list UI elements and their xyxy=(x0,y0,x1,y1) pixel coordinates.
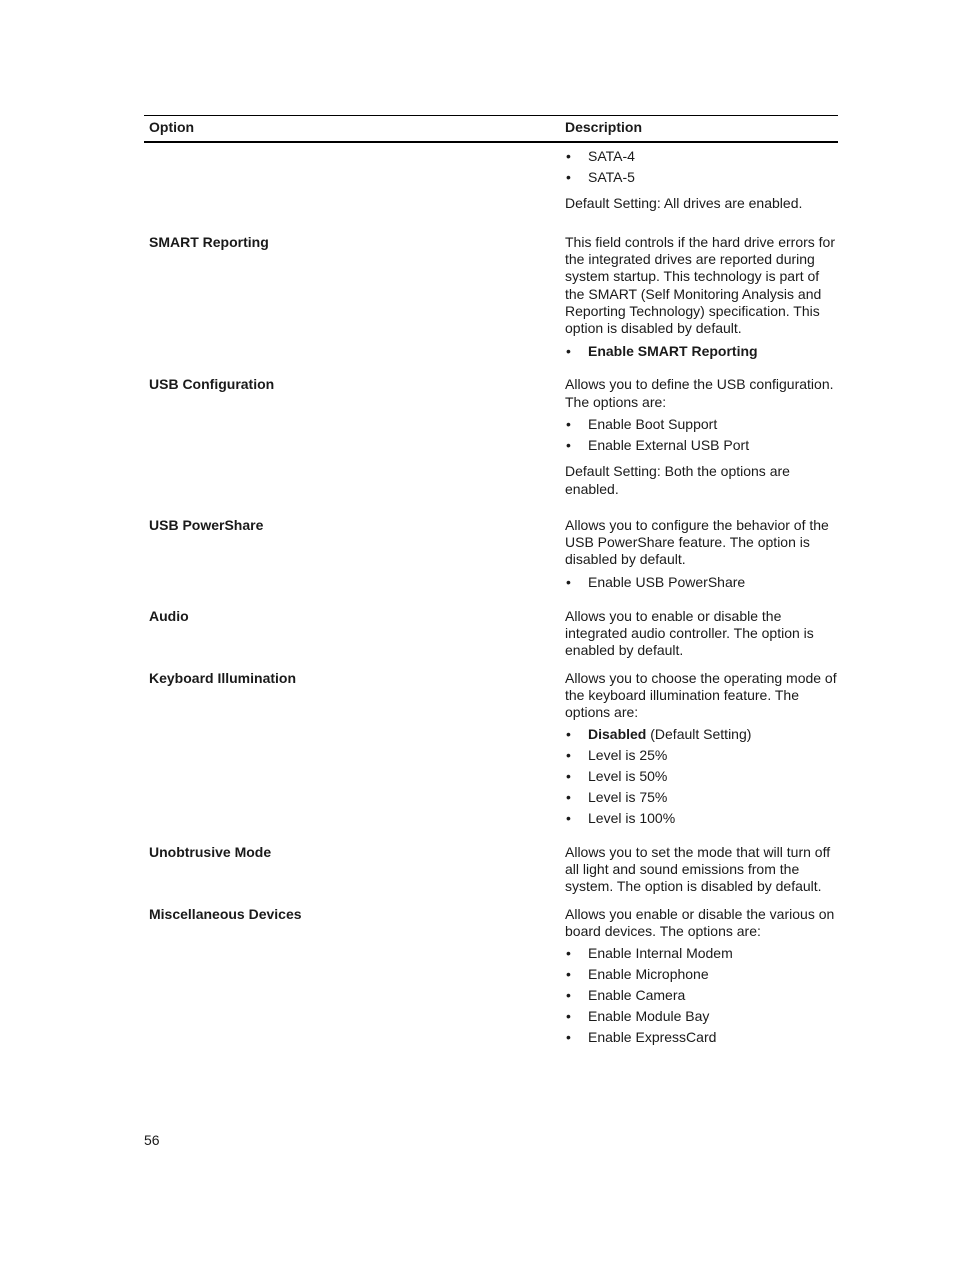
bullet-list xyxy=(565,574,838,591)
list-item: • Enable External USB Port xyxy=(565,437,838,454)
table-row xyxy=(144,844,838,896)
list-item: • Enable ExpressCard xyxy=(565,1029,838,1046)
list-item: • SATA-5 xyxy=(565,169,838,186)
bullet-list xyxy=(565,148,838,186)
default-setting-text: Default Setting: All drives are enabled. xyxy=(565,195,803,212)
option-label: USB Configuration xyxy=(149,376,275,393)
list-item: • SATA-4 xyxy=(565,148,838,165)
table-row xyxy=(144,670,838,831)
table-row xyxy=(144,376,838,497)
table-row xyxy=(144,608,838,660)
option-label: USB PowerShare xyxy=(149,516,264,533)
header-option: Option xyxy=(149,119,195,135)
table-row-continuation xyxy=(144,148,838,212)
bullet-list xyxy=(565,343,838,360)
page-number: 56 xyxy=(144,1132,160,1148)
option-label: Miscellaneous Devices xyxy=(149,905,302,922)
options-table xyxy=(144,115,838,1050)
list-item: • Enable USB PowerShare xyxy=(565,574,838,591)
option-label: Keyboard Illumination xyxy=(149,669,297,686)
list-item: • Enable Internal Modem xyxy=(565,945,838,962)
option-description: Allows you to enable or disable the integrated audio controller. The option is enabled by default. xyxy=(565,607,814,659)
list-item: • Disabled (Default Setting) xyxy=(565,726,838,743)
option-description: This field controls if the hard drive errors for the integrated drives are reported during system startup. This technology is part of the SMART (Self Monitoring Analysis and Reporting Technology) specification. This option is disabled by default. xyxy=(565,233,835,337)
option-description: Allows you enable or disable the various on board devices. The options are: xyxy=(565,905,835,940)
option-description: Allows you to choose the operating mode of the keyboard illumination feature. The options are: xyxy=(565,669,837,721)
list-item: • Level is 75% xyxy=(565,789,838,806)
header-description: Description xyxy=(565,119,643,135)
list-item: • Enable Microphone xyxy=(565,966,838,983)
option-description: Allows you to set the mode that will turn off all light and sound emissions from the system. The option is disabled by default. xyxy=(565,843,831,895)
list-item: • Level is 25% xyxy=(565,747,838,764)
list-item: • Enable Module Bay xyxy=(565,1008,838,1025)
default-setting-text: Default Setting: Both the options are enabled. xyxy=(565,463,790,497)
list-item: • Enable Boot Support xyxy=(565,416,838,433)
option-label: Unobtrusive Mode xyxy=(149,843,272,860)
table-header xyxy=(144,115,838,143)
bullet-list xyxy=(565,726,838,827)
table-row xyxy=(144,517,838,595)
option-label: SMART Reporting xyxy=(149,233,269,250)
option-description: Allows you to configure the behavior of the USB PowerShare feature. The option is disabled by default. xyxy=(565,516,829,568)
bullet-list xyxy=(565,945,838,1046)
list-item: • Enable Camera xyxy=(565,987,838,1004)
table-row xyxy=(144,906,838,1050)
list-item: • Level is 100% xyxy=(565,810,838,827)
list-item: • Level is 50% xyxy=(565,768,838,785)
bullet-list xyxy=(565,416,838,454)
list-item: • Enable SMART Reporting xyxy=(565,343,838,360)
table-row xyxy=(144,234,838,364)
option-description: Allows you to define the USB configuration. The options are: xyxy=(565,376,834,410)
option-label: Audio xyxy=(149,607,189,624)
